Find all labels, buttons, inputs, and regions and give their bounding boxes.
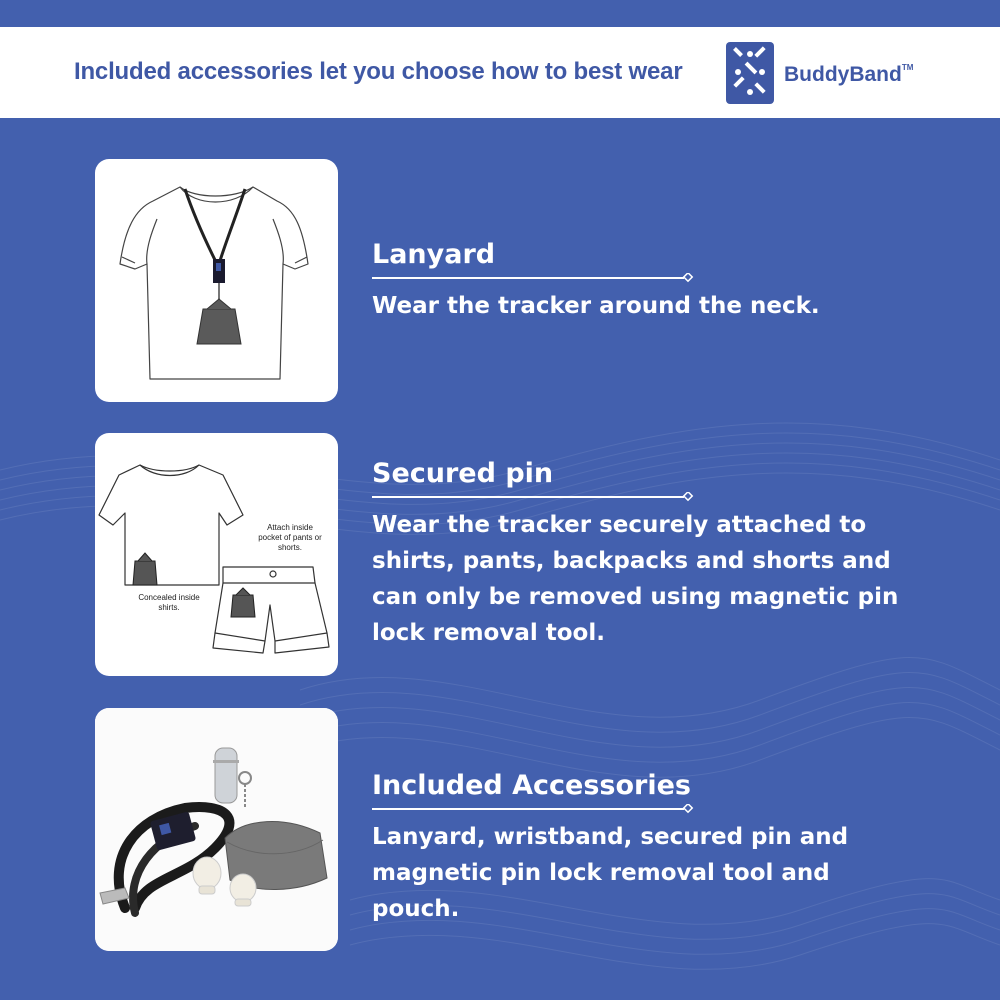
secured-pin-title: Secured pin	[372, 458, 554, 489]
secured-pin-description: Wear the tracker securely attached to shirts, pants, backpacks and shorts and can only be removed using magnetic pin lock removal tool.	[372, 512, 899, 646]
lanyard-section	[372, 238, 932, 319]
shirt-shorts-pin-illustration	[95, 433, 338, 676]
shirt-concealed-label: Concealed inside shirts.	[138, 593, 200, 612]
title-divider	[372, 492, 694, 502]
brand-name: BuddyBand™	[784, 63, 914, 86]
secured-pin-image-card	[95, 433, 338, 676]
trademark-symbol: TM	[901, 63, 914, 72]
accessories-photo	[95, 708, 338, 951]
puzzle-logo-icon	[724, 40, 776, 106]
accessories-title: Included Accessories	[372, 770, 691, 801]
pocket-attach-label: Attach inside pocket of pants or shorts.	[258, 523, 322, 552]
secured-pin-section	[372, 457, 932, 646]
page-title: Included accessories let you choose how to best wear	[74, 58, 683, 85]
title-divider	[372, 273, 694, 283]
accessories-section	[372, 769, 932, 922]
tshirt-lanyard-illustration	[95, 159, 338, 402]
accessories-description: Lanyard, wristband, secured pin and magnetic pin lock removal tool and pouch.	[372, 824, 849, 922]
lanyard-description: Wear the tracker around the neck.	[372, 293, 820, 319]
title-divider	[372, 804, 694, 814]
lanyard-image-card	[95, 159, 338, 402]
lanyard-title: Lanyard	[372, 239, 496, 270]
accessories-image-card	[95, 708, 338, 951]
brand-logo	[724, 40, 924, 106]
